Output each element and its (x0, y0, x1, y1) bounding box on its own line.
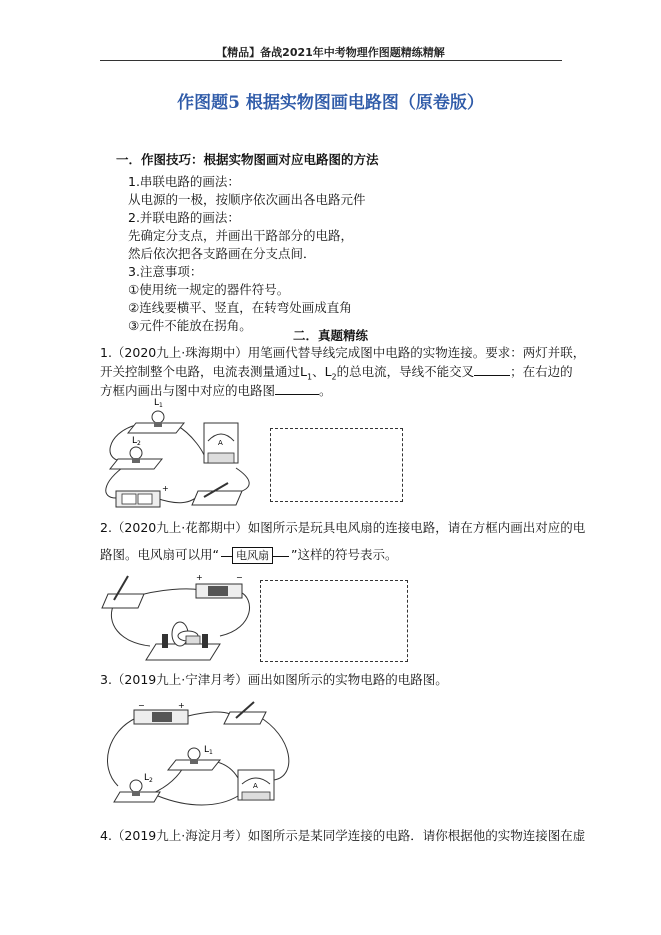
q1-ammeter-terminals (208, 453, 234, 463)
q3-wire (158, 796, 238, 805)
q3-wire (108, 718, 136, 786)
q2-text-b: ”这样的符号表示。 (290, 547, 398, 562)
fan-symbol-label: 电风扇 (232, 547, 273, 564)
tip-line-7: ①使用统一规定的器件符号。 (128, 282, 290, 297)
tip-line-2: 从电源的一极，按顺序依次画出各电路元件 (128, 192, 366, 207)
q1-text-e: 方框内画出与图中对应的电路图 (100, 383, 276, 398)
q3-lamp1-socket (190, 759, 198, 764)
q4-line-1: 4.（2019九上·海淀月考）如图所示是某同学连接的电路．请你根据他的实物连接图在虚 (100, 828, 586, 843)
section2-heading: 二．真题精练 (292, 328, 368, 343)
q1-line-2 (100, 362, 573, 382)
q1-text-c: 的总电流，导线不能交叉 (336, 364, 475, 379)
q1-sub-2: 2 (331, 372, 337, 382)
q3-switch-base (224, 712, 266, 724)
tip-line-4: 先确定分支点，并画出干路部分的电路， (128, 228, 354, 243)
q3-label-l1: $L_1$ (204, 745, 213, 756)
tip-line-9: ③元件不能放在拐角。 (128, 318, 252, 333)
tip-line-1: 1.串联电路的画法： (128, 174, 240, 189)
tip-line-6: 3.注意事项： (128, 264, 203, 279)
q1-battery-plus: + (162, 484, 169, 493)
q3-line-1: 3.（2019九上·宁津月考）画出如图所示的实物电路的电路图。 (100, 672, 448, 687)
q2-fan-post (202, 634, 208, 648)
q1-circuit-figure (96, 393, 266, 515)
q2-line-2 (100, 545, 397, 563)
section1-heading: 一．作图技巧：根据实物图画对应电路图的方法 (116, 152, 379, 167)
q3-lamp1-bulb (188, 748, 200, 760)
tip-line-3: 2.并联电路的画法： (128, 210, 240, 225)
q1-text-b: 、L (312, 364, 332, 379)
q1-text-a: 开关控制整个电路，电流表测量通过L (100, 364, 307, 379)
q2-battery-cell (208, 586, 228, 596)
q1-battery-cell (122, 494, 136, 504)
q2-wire (111, 604, 150, 646)
q1-battery-cell (138, 494, 152, 504)
q3-lamp2-socket (132, 791, 140, 796)
q1-line-1: 1.（2020九上·珠海期中）用笔画代替导线完成图中电路的实物连接。要求：两灯并联， (100, 345, 586, 360)
q2-answer-box[interactable] (260, 580, 408, 662)
q1-answer-blank-1[interactable] (474, 364, 510, 376)
q3-label-l2: $L_2$ (144, 773, 153, 784)
page-title: 作图题5 根据实物图画电路图（原卷版） (177, 93, 484, 113)
q3-circuit-figure (98, 696, 298, 816)
q1-lamp2-bulb (130, 447, 142, 459)
q3-battery-plus: + (178, 701, 185, 710)
q1-text-d: ；在右边的 (510, 364, 573, 379)
q1-switch-base (192, 491, 242, 505)
q1-text-f: 。 (319, 383, 332, 398)
tip-line-5: 然后依次把各支路画在分支点间． (128, 246, 316, 261)
q1-ammeter-label: A (218, 439, 223, 447)
page-header: 【精品】备战2021年中考物理作图题精练精解 (216, 46, 445, 59)
q3-ammeter-label: A (253, 782, 258, 790)
q1-answer-box[interactable] (270, 428, 403, 502)
q3-battery-cell (152, 712, 172, 722)
q2-battery-plus: + (196, 573, 203, 582)
q1-wire (236, 468, 249, 493)
q3-ammeter-terminals (242, 792, 270, 800)
q2-fan-base (146, 644, 220, 660)
q1-lamp1-bulb (152, 411, 164, 423)
q2-line-1: 2.（2020九上·花都期中）如图所示是玩具电风扇的连接电路，请在方框内画出对应的电 (100, 520, 586, 535)
fan-symbol (221, 549, 289, 563)
q3-battery-minus: − (138, 701, 145, 710)
q2-text-a: 路图。电风扇可以用“ (100, 547, 219, 562)
q1-sub-1: 1 (306, 372, 313, 382)
q2-battery-minus: − (236, 573, 243, 582)
q2-fan-motor (186, 636, 200, 644)
tip-line-8: ②连线要横平、竖直，在转弯处画成直角 (128, 300, 352, 315)
header-divider (100, 60, 562, 61)
q1-label-l1: $L_1$ (154, 398, 163, 409)
q1-lamp1-socket (154, 422, 162, 427)
q2-wire (220, 592, 250, 636)
q3-wire (188, 712, 230, 716)
q1-wire (176, 425, 206, 463)
q2-switch-base (102, 594, 144, 608)
q2-circuit-figure (100, 568, 260, 668)
q1-answer-blank-2[interactable] (275, 383, 319, 395)
q1-label-l2: $L_2$ (132, 436, 141, 447)
q1-lamp2-socket (132, 458, 140, 463)
q2-fan-post (162, 634, 168, 648)
q3-lamp2-bulb (130, 780, 142, 792)
